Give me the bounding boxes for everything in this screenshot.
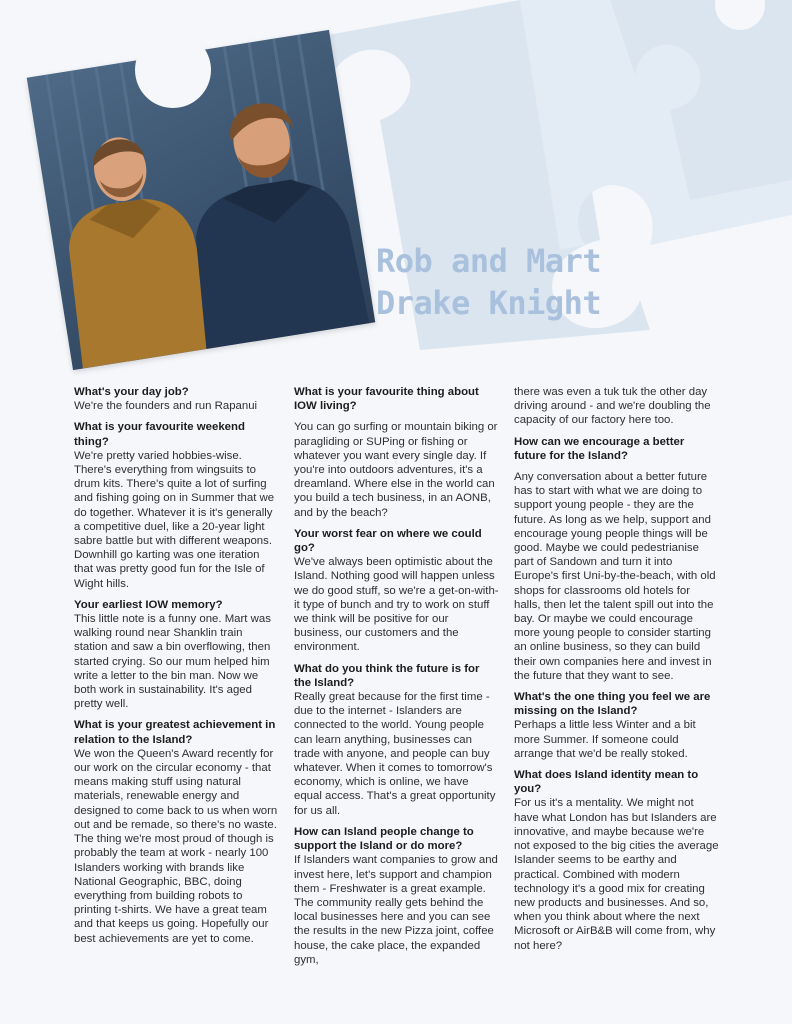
interview-column-2	[294, 385, 499, 974]
question: What is your greatest achievement in relation to the Island?	[74, 719, 276, 746]
answer: Really great because for the first time - due to the internet - Islanders are connected to the world. Young people can learn anything, businesses can trade with anyone, and people can buy whatever. When it comes to tomorrow's economy, which is online, we have equal access. That's a great opportunity for us all.	[294, 691, 496, 817]
question: What is your favourite thing about IOW living?	[294, 386, 479, 413]
puzzle-notch-graphic	[125, 40, 225, 120]
question: What is your favourite weekend thing?	[74, 421, 245, 448]
question: What's the one thing you feel we are missing on the Island?	[514, 691, 711, 718]
question: What does Island identity mean to you?	[514, 769, 699, 796]
question: Your worst fear on where we could go?	[294, 527, 482, 555]
answer: We're the founders and run Rapanui	[74, 400, 258, 413]
title-line-1: Rob and Mart	[376, 242, 602, 280]
answer: We've always been optimistic about the Island. Nothing good will happen unless we do good stuff, so we're a get-on-with-it type of bunch and try to work on stuff we think will be positive for our business, our customers and the environment.	[294, 556, 499, 654]
answer: You can go surfing or mountain biking or paragliding or SUPing or fishing or whatever you want every single day. If you're into outdoors adventures, it's a dreamland. Where else in the world can you build a tech business, in an AONB, and by the beach?	[294, 421, 498, 519]
question: How can we encourage a better future for the Island?	[514, 435, 685, 462]
answer-continued: there was even a tuk tuk the other day driving around - and we're doubling the capacity of our factory here too.	[514, 386, 711, 427]
question: What's your day job?	[74, 386, 189, 398]
question: Your earliest IOW memory?	[74, 598, 223, 611]
answer: If Islanders want companies to grow and invest here, let's support and champion them - Freshwater is a great example. The community really gets behind the local businesses here and you can see the results in the new Pizza joint, coffee house, the cake place, the expanded gym,	[294, 854, 498, 966]
answer: For us it's a mentality. We might not have what London has but Islanders are innovative, and maybe because we're not exposed to the big cities the average Islander seems to be earthy and practical. Combined with modern technology it's a good mix for creating new products and businesses. And so, when you think about where the next Microsoft or AirB&B will come from, why not here?	[514, 797, 719, 952]
interview-column-1	[74, 385, 279, 953]
interview-column-3	[514, 385, 719, 960]
page-title	[376, 240, 676, 324]
question: How can Island people change to support the Island or do more?	[294, 825, 474, 853]
answer: This little note is a funny one. Mart was walking round near Shanklin train station and saw a bin overflowing, then started crying. So our mum helped him write a letter to the bin man. Now we both work in sustainability. It's aged pretty well.	[74, 613, 271, 711]
answer: We won the Queen's Award recently for our work on the circular economy - that means making stuff using natural materials, renewable energy and designed to come back to us when worn out and be remade, so there's no waste. The thing we're most proud of though is probably the team at work - nearly 100 Islanders working with brands like National Geographic, BBC, doing everything from building robots to printing t-shirts. We have a great team and that keeps us going. Hopefully our best achievements are yet to come.	[74, 747, 278, 945]
answer: Perhaps a little less Winter and a bit more Summer. If someone could arrange that we'd be really stoked.	[514, 719, 696, 760]
answer: We're pretty varied hobbies-wise. There's everything from wingsuits to drum kits. There's quite a lot of surfing and fishing going on in Summer that we do together. Whatever it is it's generally a competitive duel, like a 20-year light sabre battle but with different weapons. Downhill go karting was one iteration that was pretty good fun for the Isle of Wight hills.	[74, 449, 275, 590]
answer: Any conversation about a better future has to start with what we are doing to support young people - they are the future. As long as we help, support and encourage young people things will be good. Maybe we could pedestrianise part of Sandown and turn it into Europe's first Uni-by-the-beach, with old shops for classrooms old hotels for halls, then let the talent spill out into the bay. Or maybe we could encourage more young people to consider starting an online business, so they can build their own companies here and invest in the future that they want to see.	[514, 471, 716, 682]
title-line-2: Drake Knight	[376, 284, 602, 322]
question: What do you think the future is for the Island?	[294, 662, 480, 689]
